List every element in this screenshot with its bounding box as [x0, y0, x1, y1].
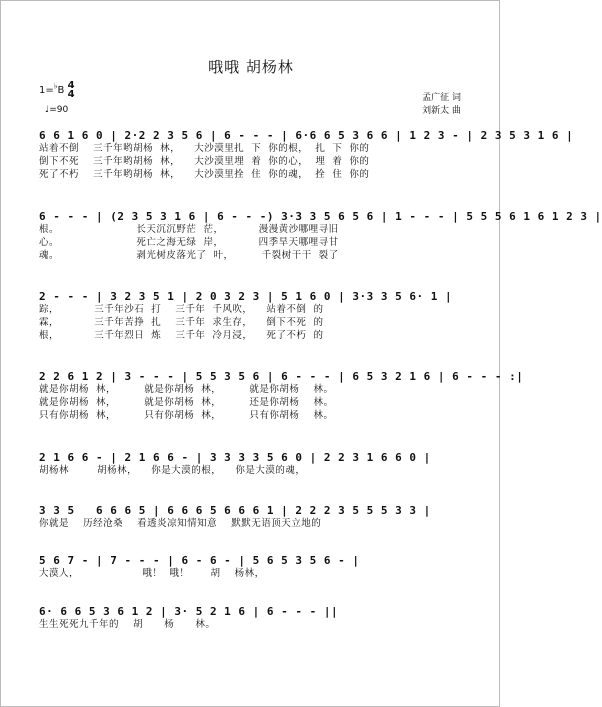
lyric-line: 你就是 历经沧桑 看透炎凉知情知意 默默无语顶天立地的	[39, 518, 322, 529]
lyric-line: 站着不倒 三千年哟胡杨 林， 大沙漠里扎 下 你的根， 扎 下 你的	[39, 143, 370, 154]
lyric-line: 倒下不死 三千年哟胡杨 林， 大沙漠里埋 着 你的心， 埋 着 你的	[39, 156, 370, 167]
score-line	[39, 129, 574, 181]
notation-row: 3 3 5 6 6 6 5 | 6 6 6 5 6 6 6 1 | 2 2 2 3 5 5 5 3 3 |	[39, 504, 431, 517]
key-signature	[39, 81, 75, 99]
lyric-line: 生生死死九千年的 胡 杨 林。	[39, 619, 216, 630]
notation-row: 2 1 6 6 - | 2 1 6 6 - | 3 3 3 3 5 6 0 | 2 2 3 1 6 6 0 |	[39, 451, 431, 464]
notation-row: 6 - - - | (2 3 5 3 1 6 | 6 - - -) 3·3 3 5 6 5 6 | 1 - - - | 5 5 5 6 1 6 1 2 3 |	[39, 210, 602, 223]
notation-row: 2 - - - | 3 2 3 5 1 | 2 0 3 2 3 | 5 1 6 0 | 3·3 3 5 6· 1 |	[39, 290, 453, 303]
lyric-line: 就是你胡杨 林， 就是你胡杨 林， 还是你胡杨 林。	[39, 397, 334, 408]
lyric-line: 霖， 三千年苦挣 扎 三千年 求生存， 倒下不死 的	[39, 317, 324, 328]
lyric-line: 胡杨林 胡杨林， 你是大漠的根， 你是大漠的魂，	[39, 465, 306, 476]
notation-row: 2 2 6 1 2 | 3 - - - | 5 5 3 5 6 | 6 - - - | 6 5 3 2 1 6 | 6 - - - :|	[39, 370, 524, 383]
score-line	[39, 290, 459, 342]
score-line	[39, 451, 459, 477]
lyric-line: 魂。 剥光树皮落光了 叶， 千裂树干干 裂了	[39, 250, 339, 261]
score-line	[39, 370, 524, 422]
lyric-line: 只有你胡杨 林， 只有你胡杨 林， 只有你胡杨 林。	[39, 410, 334, 421]
score-line	[39, 504, 459, 530]
lyric-line: 大漠人， 哦！ 哦！ 胡 杨林，	[39, 568, 265, 579]
notation-row: 5 6 7 - | 7 - - - | 6 - 6 - | 5 6 5 3 5 6 - |	[39, 554, 360, 567]
score-line	[39, 554, 459, 580]
tempo-marking: ♩=90	[45, 105, 69, 115]
lyric-line: 心。 死亡之海无绿 岸， 四季旱天哪哩寻甘	[39, 237, 339, 248]
lyric-line: 根。 长天沉沉野茫 茫， 漫漫黄沙哪哩寻旧	[39, 224, 339, 235]
lyric-line: 踪， 三千年沙石 打 三千年 千风吹， 站着不倒 的	[39, 304, 324, 315]
lyric-line: 死了不朽 三千年哟胡杨 林， 大沙漠里拴 住 你的魂， 拴 住 你的	[39, 169, 370, 180]
time-unit: 4	[67, 89, 75, 100]
credits	[422, 92, 461, 118]
key-prefix: 1=	[39, 85, 54, 96]
composer: 刘新太 曲	[422, 106, 461, 116]
lyric-line: 根， 三千年烈日 炼 三千年 冷月浸， 死了不朽 的	[39, 330, 324, 341]
lyricist: 孟广征 词	[422, 93, 461, 103]
score-line	[39, 605, 459, 631]
song-title: 哦哦 胡杨林	[208, 58, 294, 76]
notation-row: 6 6 1 6 0 | 2·2 2 3 5 6 | 6 - - - | 6·6 6 5 3 6 6 | 1 2 3 - | 2 3 5 3 1 6 |	[39, 129, 574, 142]
time-signature	[68, 81, 75, 99]
score-line	[39, 210, 602, 262]
flat-sign: ♭	[53, 81, 58, 91]
notation-row: 6· 6 6 5 3 6 1 2 | 3· 5 2 1 6 | 6 - - - ||	[39, 605, 339, 618]
time-beats: 4	[67, 80, 75, 91]
key-note: B	[57, 85, 65, 96]
lyric-line: 就是你胡杨 林， 就是你胡杨 林， 就是你胡杨 林。	[39, 384, 334, 395]
